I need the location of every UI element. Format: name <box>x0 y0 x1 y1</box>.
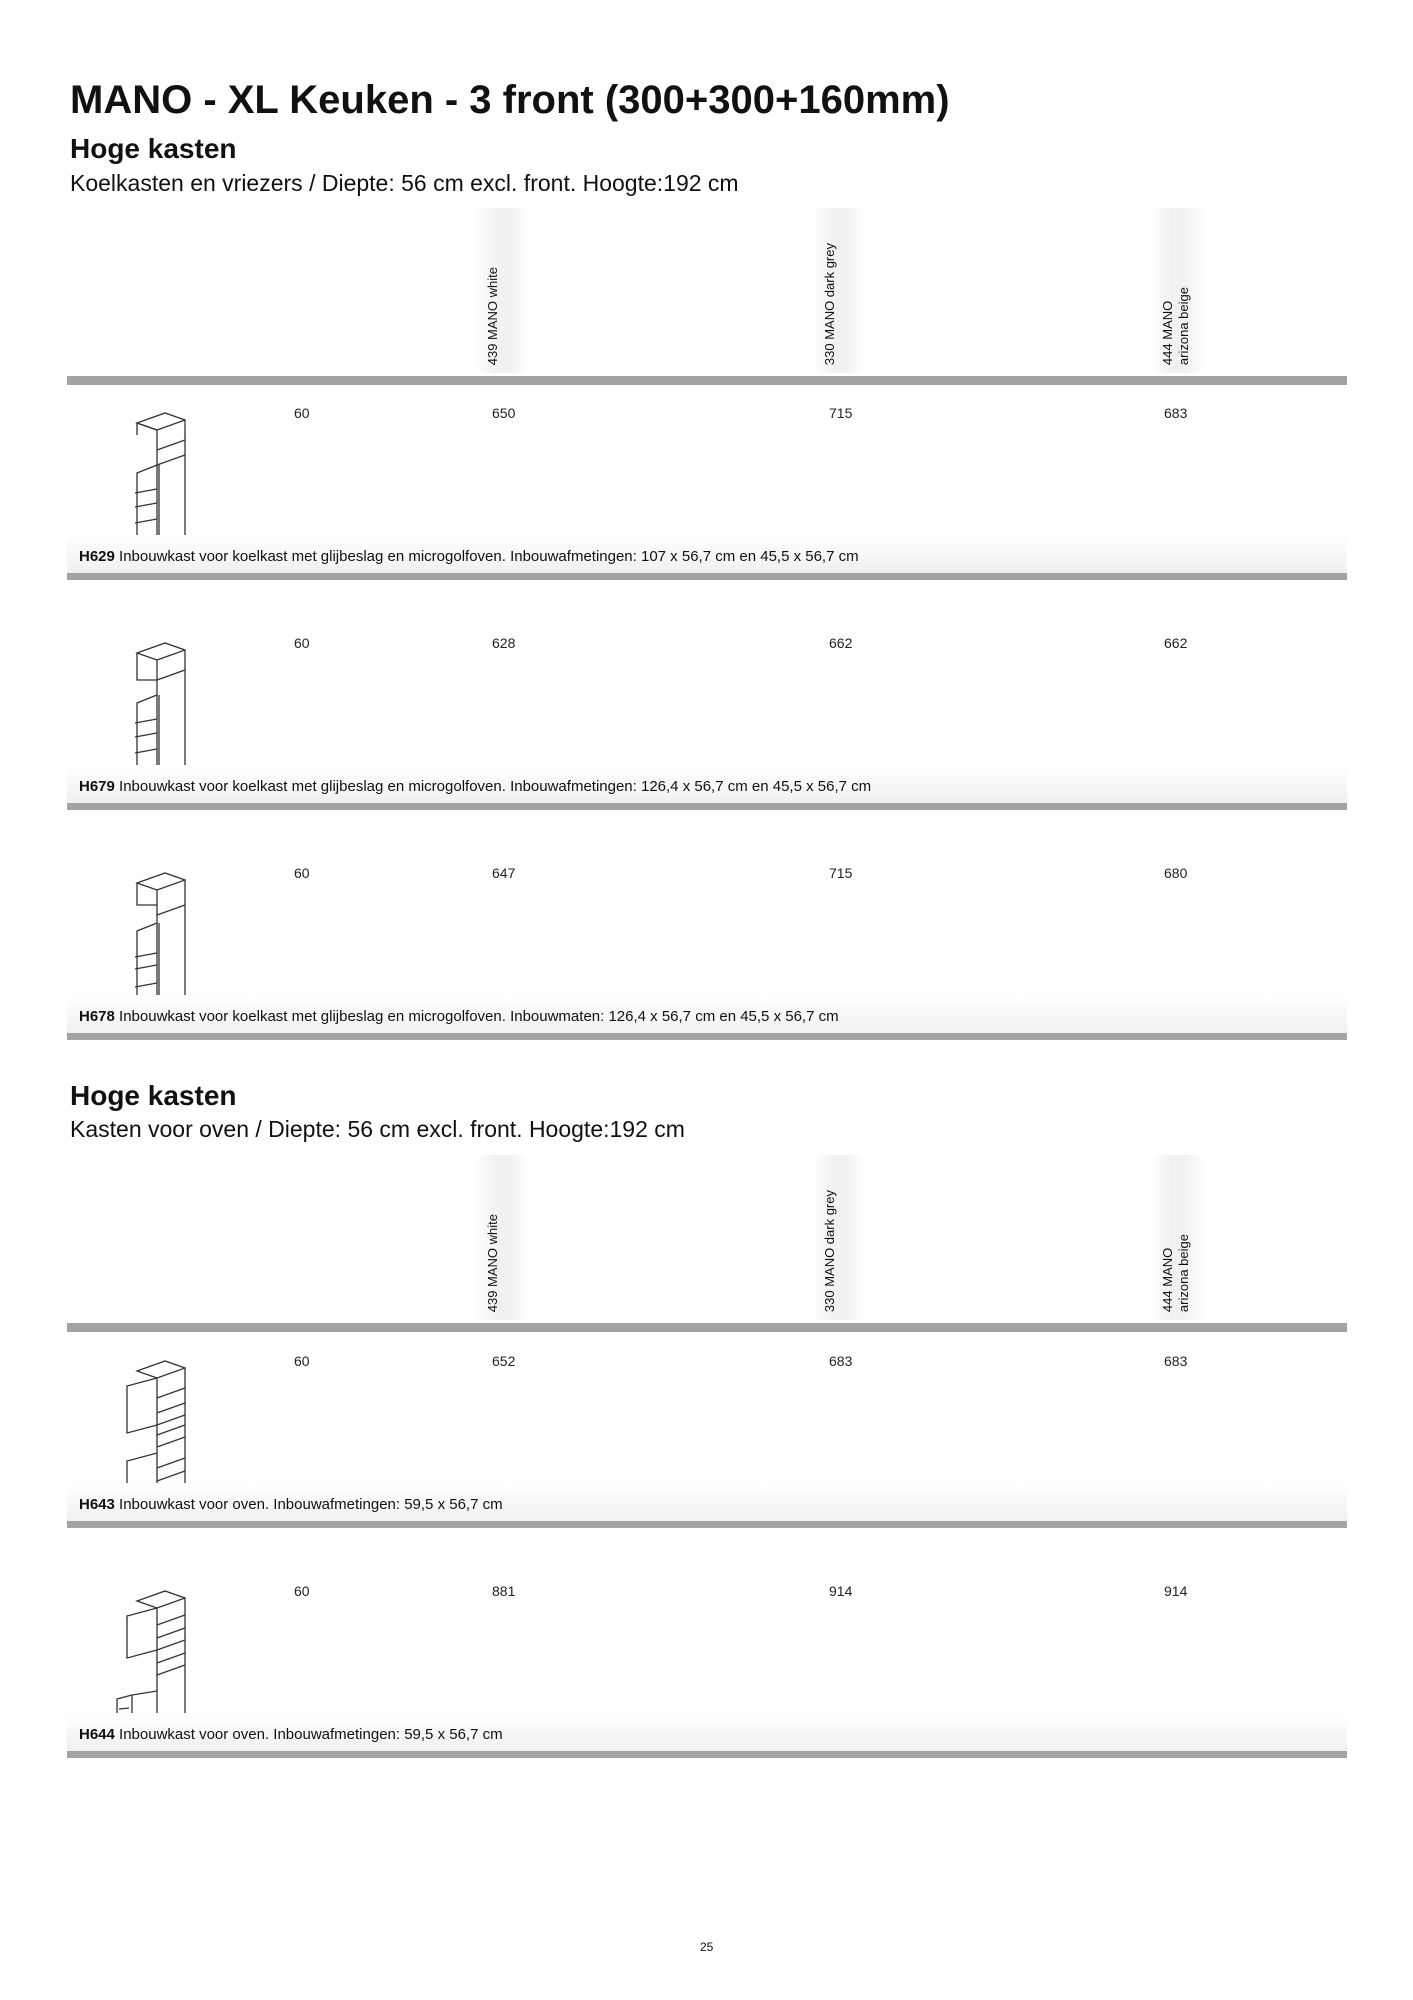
product-description <box>79 1008 839 1025</box>
product-code: H629 <box>79 548 115 565</box>
product-code: H643 <box>79 1496 115 1513</box>
product-description <box>79 548 859 565</box>
column-header-label: 444 MANO arizona beige <box>1160 286 1191 365</box>
price-arizona-beige: 662 <box>1164 635 1188 651</box>
product-description-text: Inbouwkast voor oven. Inbouwafmetingen: 59,5 x 56,7 cm <box>119 1726 503 1743</box>
column-header-label: 439 MANO white <box>485 266 500 365</box>
column-header <box>1150 1155 1205 1320</box>
price-arizona-beige: 683 <box>1164 405 1188 421</box>
column-header <box>475 208 530 373</box>
price-dark-grey: 914 <box>829 1583 853 1599</box>
price-dark-grey: 662 <box>829 635 853 651</box>
price-dark-grey: 683 <box>829 1353 853 1369</box>
row-divider <box>67 1751 1347 1758</box>
section-subheading: Koelkasten en vriezers / Diepte: 56 cm excl. front. Hoogte:192 cm <box>70 170 739 196</box>
product-description-text: Inbouwkast voor koelkast met glijbeslag en microgolfoven. Inbouwafmetingen: 107 x 56,7 cm en 45,5 x 56,7 cm <box>119 548 859 565</box>
price-arizona-beige: 680 <box>1164 865 1188 881</box>
row-divider <box>67 573 1347 580</box>
oven-cabinet-icon <box>97 1353 227 1503</box>
price-dark-grey: 715 <box>829 865 853 881</box>
header-divider <box>67 1323 1347 1332</box>
column-header-label: 330 MANO dark grey <box>822 1189 837 1312</box>
fridge-cabinet-icon <box>97 865 227 1015</box>
product-row <box>67 615 1347 845</box>
section-subheading: Kasten voor oven / Diepte: 56 cm excl. front. Hoogte:192 cm <box>70 1116 685 1142</box>
price-white: 650 <box>492 405 516 421</box>
price-white: 628 <box>492 635 516 651</box>
width-value: 60 <box>294 1353 310 1369</box>
price-arizona-beige: 914 <box>1164 1583 1188 1599</box>
product-code: H678 <box>79 1008 115 1025</box>
column-header <box>475 1155 530 1320</box>
fridge-cabinet-icon <box>97 405 227 555</box>
product-description <box>79 1726 503 1743</box>
product-code: H644 <box>79 1726 115 1743</box>
column-header <box>812 1155 867 1320</box>
product-description-text: Inbouwkast voor koelkast met glijbeslag en microgolfoven. Inbouwafmetingen: 126,4 x 56,7 cm en 45,5 x 56,7 cm <box>119 778 872 795</box>
product-row <box>67 1333 1347 1563</box>
price-white: 881 <box>492 1583 516 1599</box>
product-description <box>79 1496 503 1513</box>
oven-cabinet-drawer-icon <box>97 1583 227 1733</box>
price-white: 652 <box>492 1353 516 1369</box>
column-header-label: 439 MANO white <box>485 1213 500 1312</box>
width-value: 60 <box>294 1583 310 1599</box>
product-description <box>79 778 871 795</box>
row-divider <box>67 1033 1347 1040</box>
price-white: 647 <box>492 865 516 881</box>
column-header <box>812 208 867 373</box>
section-heading: Hoge kasten <box>70 1080 237 1111</box>
product-row <box>67 385 1347 615</box>
price-dark-grey: 715 <box>829 405 853 421</box>
product-description-text: Inbouwkast voor oven. Inbouwafmetingen: 59,5 x 56,7 cm <box>119 1496 503 1513</box>
column-header-label: 444 MANO arizona beige <box>1160 1233 1191 1312</box>
product-row <box>67 845 1347 1075</box>
page-number: 25 <box>700 1940 714 1954</box>
row-divider <box>67 1521 1347 1528</box>
column-header-label: 330 MANO dark grey <box>822 242 837 365</box>
page-title: MANO - XL Keuken - 3 front (300+300+160mm) <box>70 78 950 122</box>
product-code: H679 <box>79 778 115 795</box>
width-value: 60 <box>294 405 310 421</box>
product-description-text: Inbouwkast voor koelkast met glijbeslag en microgolfoven. Inbouwmaten: 126,4 x 56,7 cm en 45,5 x 56,7 cm <box>119 1008 839 1025</box>
section-heading: Hoge kasten <box>70 133 237 164</box>
row-divider <box>67 803 1347 810</box>
width-value: 60 <box>294 865 310 881</box>
fridge-cabinet-icon <box>97 635 227 785</box>
width-value: 60 <box>294 635 310 651</box>
header-divider <box>67 376 1347 385</box>
product-row <box>67 1563 1347 1793</box>
column-header <box>1150 208 1205 373</box>
price-arizona-beige: 683 <box>1164 1353 1188 1369</box>
